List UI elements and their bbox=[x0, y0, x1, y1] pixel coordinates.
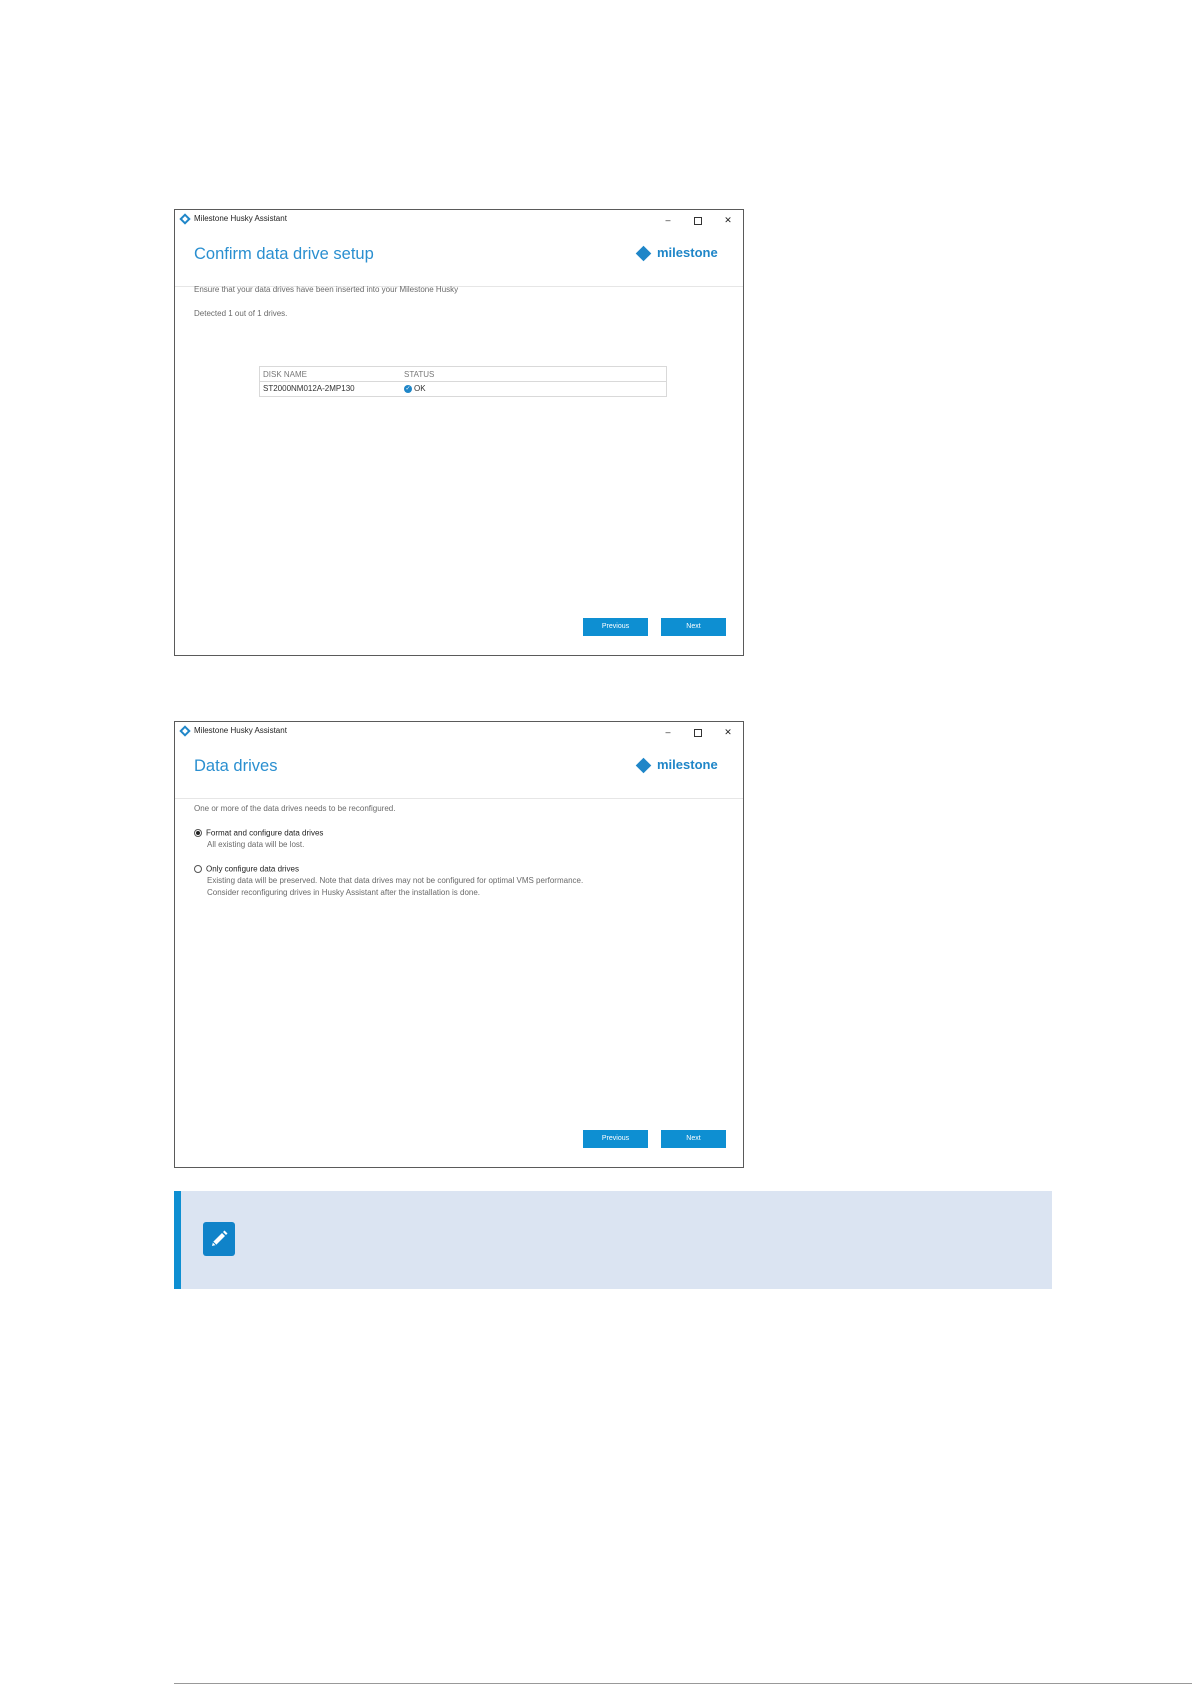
page-header bbox=[175, 230, 743, 287]
radio-description: Existing data will be preserved. Note that data drives may not be configured for optimal VMS performance. bbox=[207, 876, 584, 885]
previous-button[interactable]: Previous bbox=[583, 1130, 648, 1148]
radio-only-configure[interactable] bbox=[194, 864, 299, 873]
maximize-icon bbox=[694, 729, 702, 737]
footer-divider bbox=[174, 1683, 1192, 1684]
brand-name: milestone bbox=[657, 245, 718, 260]
instruction-text: Ensure that your data drives have been inserted into your Milestone Husky bbox=[194, 285, 459, 294]
brand-name: milestone bbox=[657, 757, 718, 772]
intro-text: One or more of the data drives needs to be reconfigured. bbox=[194, 804, 396, 813]
window-title: Milestone Husky Assistant bbox=[194, 726, 287, 735]
close-button[interactable]: ✕ bbox=[724, 215, 732, 225]
status-text: OK bbox=[414, 384, 426, 393]
disk-table bbox=[259, 366, 667, 397]
milestone-diamond-icon bbox=[636, 758, 652, 774]
page-header bbox=[175, 742, 743, 799]
note-box bbox=[174, 1191, 1052, 1289]
next-button[interactable]: Next bbox=[661, 1130, 726, 1148]
minimize-button[interactable]: – bbox=[665, 727, 671, 737]
pencil-note-icon bbox=[203, 1222, 235, 1256]
title-bar bbox=[175, 722, 743, 742]
radio-label: Only configure data drives bbox=[206, 864, 299, 874]
maximize-button[interactable] bbox=[683, 723, 713, 741]
maximize-button[interactable] bbox=[683, 211, 713, 229]
radio-unselected-icon[interactable] bbox=[194, 865, 202, 873]
detected-text: Detected 1 out of 1 drives. bbox=[194, 309, 288, 318]
milestone-diamond-icon bbox=[636, 246, 652, 262]
page-title: Confirm data drive setup bbox=[194, 245, 374, 263]
radio-description: All existing data will be lost. bbox=[207, 840, 305, 849]
maximize-icon bbox=[694, 217, 702, 225]
page-title: Data drives bbox=[194, 757, 278, 775]
milestone-app-icon bbox=[179, 725, 190, 736]
table-header-row bbox=[260, 367, 667, 382]
pencil-icon bbox=[209, 1229, 229, 1249]
close-button[interactable]: ✕ bbox=[724, 727, 732, 737]
window-title: Milestone Husky Assistant bbox=[194, 214, 287, 223]
milestone-logo bbox=[645, 244, 725, 264]
radio-format-and-configure[interactable] bbox=[194, 828, 323, 837]
minimize-button[interactable]: – bbox=[665, 215, 671, 225]
table-row[interactable] bbox=[260, 382, 667, 397]
radio-label: Format and configure data drives bbox=[206, 828, 324, 838]
milestone-app-icon bbox=[179, 213, 190, 224]
title-bar bbox=[175, 210, 743, 230]
column-header-disk-name: DISK NAME bbox=[260, 367, 402, 382]
next-button[interactable]: Next bbox=[661, 618, 726, 636]
confirm-data-drive-window bbox=[174, 209, 744, 656]
data-drives-window bbox=[174, 721, 744, 1168]
radio-selected-icon[interactable] bbox=[194, 829, 202, 837]
check-circle-icon: ✓ bbox=[405, 385, 411, 392]
column-header-status: STATUS bbox=[401, 367, 667, 382]
radio-description: Consider reconfiguring drives in Husky Assistant after the installation is done. bbox=[207, 888, 481, 897]
previous-button[interactable]: Previous bbox=[583, 618, 648, 636]
milestone-logo bbox=[645, 756, 725, 776]
disk-name-cell: ST2000NM012A-2MP130 bbox=[263, 384, 355, 393]
status-cell bbox=[401, 382, 667, 397]
